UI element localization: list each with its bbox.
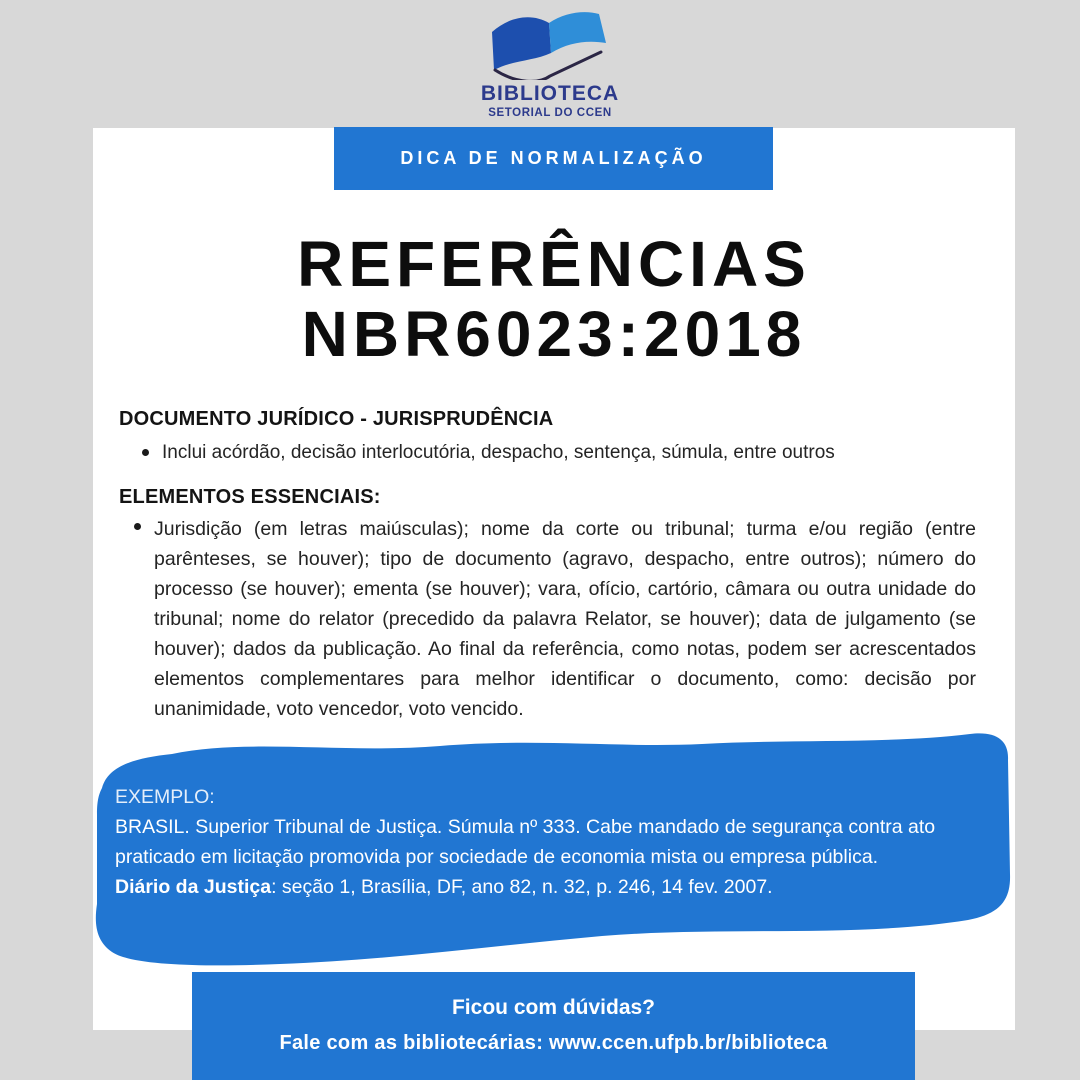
title-line2: NBR6023:2018 <box>301 298 807 370</box>
bullet-icon <box>142 449 149 456</box>
example-label: EXEMPLO: <box>115 786 215 808</box>
footer-question: Ficou com dúvidas? <box>451 996 656 1019</box>
bullet-text: Jurisdição (em letras maiúsculas); nome da corte ou tribunal; turma e/ou região (entre parênteses, se houver); tipo de documento (agravo, despacho, entre outros); número do processo (se houver); ementa (se houver); vara, ofício, cartório, câmara ou outra unidade do tribunal; nome do relator (precedido da palavra Relator, se houver); data de julgamento (se houver); dados da publicação. Ao final da referência, como notas, podem ser acrescentados elementos complementares para melhor identificar o documento, como: decisão por unanimidade, voto vencedor, voto vencido. <box>154 518 976 720</box>
list-item <box>142 440 987 466</box>
banner <box>334 127 773 190</box>
example-source-details: : seção 1, Brasília, DF, ano 82, n. 32, p. 246, 14 fev. 2007. <box>271 876 773 898</box>
footer <box>192 972 915 1080</box>
example-block <box>115 782 977 902</box>
example-citation-body: BRASIL. Superior Tribunal de Justiça. Súmula nº 333. Cabe mandado de segurança contra ato praticado em licitação promovida por sociedade de economia mista ou empresa pública. <box>115 816 936 868</box>
footer-contact: Fale com as bibliotecárias: www.ccen.ufpb.br/biblioteca <box>279 1032 828 1054</box>
page-title <box>93 229 1015 369</box>
example-source <box>115 872 977 902</box>
book-left-page <box>492 17 551 70</box>
book-right-page <box>549 12 606 53</box>
bullet-text: Inclui acórdão, decisão interlocutória, despacho, sentença, súmula, entre outros <box>162 442 835 463</box>
logo-name: BIBLIOTECA <box>480 82 620 105</box>
example-source-title: Diário da Justiça <box>115 876 272 898</box>
bullet-icon <box>134 523 141 530</box>
banner-label: DICA DE NORMALIZAÇÃO <box>400 148 707 168</box>
section-heading-documento-juridico: DOCUMENTO JURÍDICO - JURISPRUDÊNCIA <box>119 408 554 430</box>
open-book-icon <box>487 10 613 80</box>
library-logo <box>10 10 1080 119</box>
section-heading-elementos-essenciais: ELEMENTOS ESSENCIAIS: <box>119 486 381 508</box>
logo-subtitle: SETORIAL DO CCEN <box>488 107 612 119</box>
title-line1: REFERÊNCIAS <box>297 228 811 300</box>
list-item <box>134 514 976 724</box>
example-citation <box>115 812 977 872</box>
